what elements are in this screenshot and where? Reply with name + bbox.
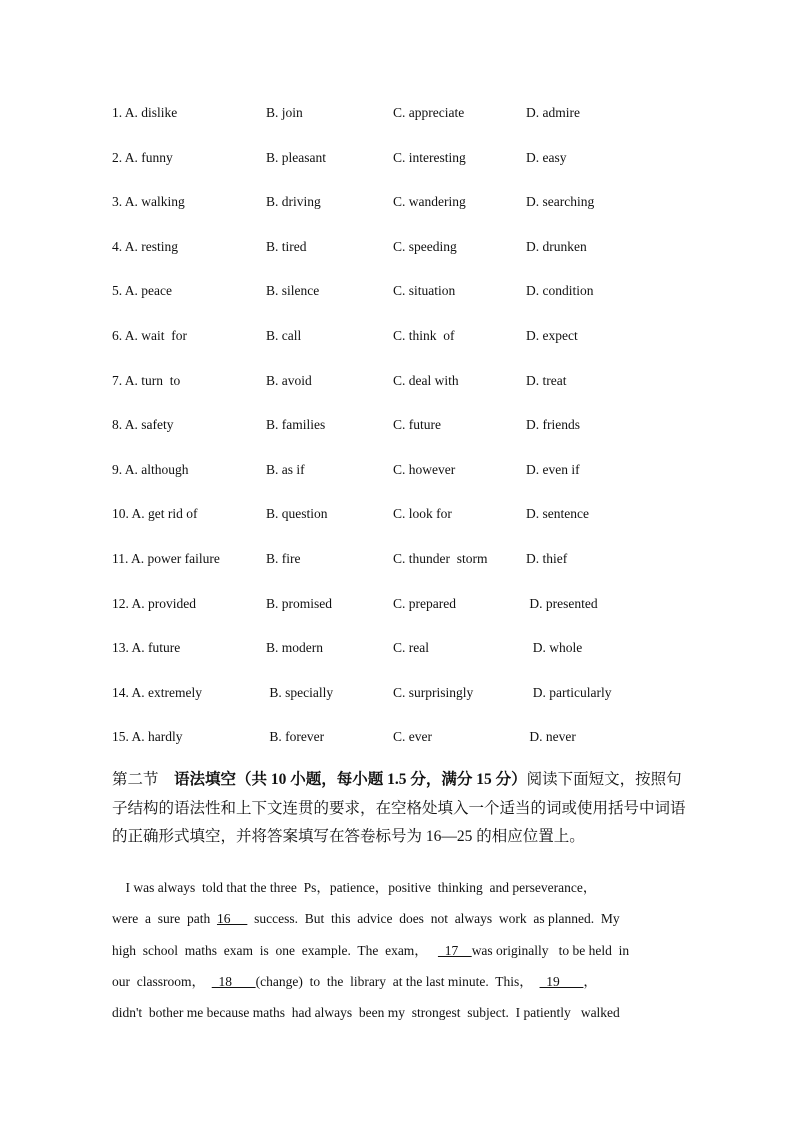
- option-a: 7. A. turn to: [112, 373, 181, 388]
- option-c: C. speeding: [393, 239, 457, 254]
- option-a: 14. A. extremely: [112, 685, 202, 700]
- option-b: B. fire: [266, 551, 301, 566]
- section-instructions: 阅读下面短文，按照句子结构的语法性和上下文连贯的要求，在空格处填入一个适当的词或使用括号中词语的正确形式填空，并将答案填写在答卷标号为 16—25 的相应位置上。: [112, 771, 686, 845]
- question-row: [112, 281, 712, 301]
- passage-line: [112, 878, 596, 898]
- option-d: D. sentence: [526, 506, 589, 521]
- option-c: C. prepared: [393, 596, 456, 611]
- option-b: B. pleasant: [266, 150, 326, 165]
- question-row: [112, 371, 712, 391]
- option-c: C. thunder storm: [393, 551, 488, 566]
- option-b: B. families: [266, 417, 326, 432]
- passage-line: [112, 909, 620, 929]
- option-d: D. whole: [526, 640, 583, 655]
- option-d: D. presented: [526, 596, 598, 611]
- passage-text: our classroom，: [112, 974, 212, 989]
- option-d: D. admire: [526, 105, 580, 120]
- question-row: [112, 237, 712, 257]
- passage-text: success. But this advice does not always work as planned. My: [247, 911, 620, 926]
- blank-19[interactable]: 19: [539, 974, 584, 989]
- option-d: D. condition: [526, 283, 594, 298]
- question-row: [112, 549, 712, 569]
- option-a: 5. A. peace: [112, 283, 172, 298]
- option-d: D. easy: [526, 150, 567, 165]
- option-a: 2. A. funny: [112, 150, 173, 165]
- passage-line: [112, 1003, 620, 1023]
- passage-text: ，: [583, 974, 597, 989]
- passage-text: was originally to be held in: [471, 943, 630, 958]
- passage-text: were a sure path: [112, 911, 217, 926]
- option-a: 10. A. get rid of: [112, 506, 198, 521]
- option-c: C. appreciate: [393, 105, 465, 120]
- question-row: [112, 415, 712, 435]
- question-row: [112, 148, 712, 168]
- option-b: B. silence: [266, 283, 320, 298]
- question-row: [112, 326, 712, 346]
- option-a: 13. A. future: [112, 640, 181, 655]
- option-a: 4. A. resting: [112, 239, 178, 254]
- option-a: 15. A. hardly: [112, 729, 183, 744]
- option-b: B. modern: [266, 640, 323, 655]
- option-c: C. however: [393, 462, 456, 477]
- option-d: D. never: [526, 729, 576, 744]
- option-b: B. call: [266, 328, 302, 343]
- question-row: [112, 683, 712, 703]
- option-d: D. even if: [526, 462, 580, 477]
- option-a: 11. A. power failure: [112, 551, 220, 566]
- passage-text: I was always told that the three Ps，patience，positive thinking and perseverance，: [112, 880, 597, 895]
- option-c: C. surprisingly: [393, 685, 474, 700]
- blank-16[interactable]: 16: [216, 911, 248, 926]
- blank-18[interactable]: 18: [211, 974, 256, 989]
- section-2-heading: [112, 766, 687, 852]
- option-c: C. ever: [393, 729, 432, 744]
- option-a: 8. A. safety: [112, 417, 174, 432]
- option-c: C. think of: [393, 328, 455, 343]
- option-d: D. treat: [526, 373, 567, 388]
- option-d: D. friends: [526, 417, 580, 432]
- option-b: B. join: [266, 105, 303, 120]
- option-c: C. situation: [393, 283, 456, 298]
- option-c: C. real: [393, 640, 429, 655]
- option-d: D. drunken: [526, 239, 587, 254]
- option-b: B. as if: [266, 462, 305, 477]
- blank-17[interactable]: 17: [437, 943, 472, 958]
- option-b: B. tired: [266, 239, 307, 254]
- passage-text: high school maths exam is one example. The exam，: [112, 943, 438, 958]
- passage-line: [112, 972, 597, 992]
- option-b: B. forever: [266, 729, 325, 744]
- option-b: B. avoid: [266, 373, 312, 388]
- option-d: D. thief: [526, 551, 568, 566]
- option-a: 1. A. dislike: [112, 105, 178, 120]
- passage-text: didn't bother me because maths had always been my strongest subject. I patiently walked: [112, 1005, 620, 1020]
- question-row: [112, 638, 712, 658]
- option-c: C. wandering: [393, 194, 466, 209]
- question-row: [112, 594, 712, 614]
- passage-line: [112, 941, 629, 961]
- option-b: B. question: [266, 506, 328, 521]
- option-a: 6. A. wait for: [112, 328, 187, 343]
- option-d: D. particularly: [526, 685, 612, 700]
- option-b: B. specially: [266, 685, 334, 700]
- question-row: [112, 192, 712, 212]
- option-b: B. driving: [266, 194, 321, 209]
- option-a: 3. A. walking: [112, 194, 185, 209]
- option-c: C. interesting: [393, 150, 466, 165]
- question-row: [112, 460, 712, 480]
- option-b: B. promised: [266, 596, 332, 611]
- option-c: C. deal with: [393, 373, 459, 388]
- question-row: [112, 103, 712, 123]
- option-a: 9. A. although: [112, 462, 189, 477]
- passage-text: (change) to the library at the last minute. This，: [255, 974, 540, 989]
- question-row: [112, 727, 712, 747]
- option-d: D. searching: [526, 194, 595, 209]
- option-d: D. expect: [526, 328, 578, 343]
- question-row: [112, 504, 712, 524]
- option-c: C. look for: [393, 506, 452, 521]
- section-label: 第二节: [112, 771, 159, 788]
- section-title: 语法填空（共 10 小题，每小题 1.5 分，满分 15 分）: [174, 771, 527, 788]
- option-c: C. future: [393, 417, 441, 432]
- option-a: 12. A. provided: [112, 596, 196, 611]
